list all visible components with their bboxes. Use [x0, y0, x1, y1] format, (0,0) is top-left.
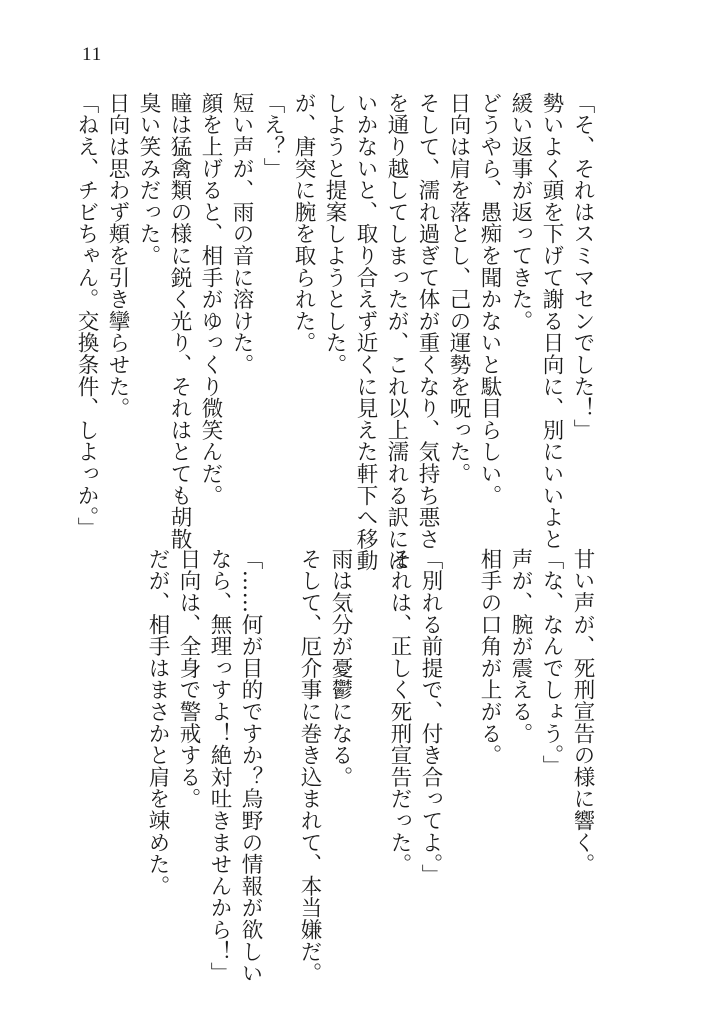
top-text-block: [71, 92, 598, 572]
top-column-line: そして、濡れ過ぎて体が重くなり、気持ち悪さ: [415, 92, 440, 550]
top-column-line: 短い声が、雨の音に溶けた。: [229, 92, 254, 376]
bottom-column-line: 「な、なんでしょう。」: [539, 548, 564, 778]
bottom-column-line: そして、厄介事に巻き込まれて、本当嫌だ。: [297, 548, 322, 984]
top-column-line: いかないと、取り合えず近くに見えた軒下へ移動: [353, 92, 378, 572]
top-column-line: を通り越してしまったが、これ以上濡れる訳には: [384, 92, 409, 572]
bottom-column-line: 甘い声が、死刑宣告の様に響く。: [570, 548, 595, 875]
bottom-column-spacer: [446, 548, 474, 968]
top-column-line: 日向は思わず頬を引き攣らせた。: [105, 92, 130, 419]
top-column-line: 「そ、それはスミマセンでした！」: [570, 92, 595, 441]
bottom-column-line: 日向は、全身で警戒する。: [176, 548, 201, 810]
bottom-column-spacer: [356, 548, 384, 968]
top-column-line: が、唐突に腕を取られた。: [291, 92, 316, 354]
bottom-column-line: なら、無理っすよ！絶対吐きませんから！」: [207, 548, 232, 984]
bottom-text-block: [142, 548, 598, 984]
top-column-line: 勢いよく頭を下げて謝る日向に、別にいいよと: [539, 92, 564, 550]
bottom-column-line: 「……何が目的ですか？烏野の情報が欲しい: [238, 548, 263, 984]
bottom-column-line: 雨は気分が憂鬱になる。: [328, 548, 353, 788]
top-column-line: 緩い返事が返ってきた。: [508, 92, 533, 332]
bottom-column-line: 相手の口角が上がる。: [477, 548, 502, 766]
bottom-column-line: 「別れる前提で、付き合ってよ。」: [418, 548, 443, 887]
top-column-line: しようと提案しようとした。: [322, 92, 347, 376]
top-column-line: どうやら、愚痴を聞かないと駄目らしい。: [477, 92, 502, 507]
bottom-column-line: だが、相手はまさかと肩を竦めた。: [145, 548, 170, 897]
top-column-line: 瞳は猛禽類の様に鋭く光り、それはとても胡散: [167, 92, 192, 550]
bottom-column-line: それは、正しく死刑宣告だった。: [387, 548, 412, 875]
top-column-line: 顔を上げると、相手がゆっくり微笑んだ。: [198, 92, 223, 507]
bottom-column-spacer: [266, 548, 294, 968]
page-number: 11: [82, 44, 103, 65]
bottom-column-line: 声が、腕が震える。: [508, 548, 533, 745]
top-column-line: 「え？」: [260, 92, 285, 180]
top-column-line: 「ねえ、チビちゃん。交換条件、しよっか。」: [74, 92, 99, 540]
top-column-line: 臭い笑みだった。: [136, 92, 161, 267]
top-column-line: 日向は肩を落とし、己の運勢を呪った。: [446, 92, 471, 485]
